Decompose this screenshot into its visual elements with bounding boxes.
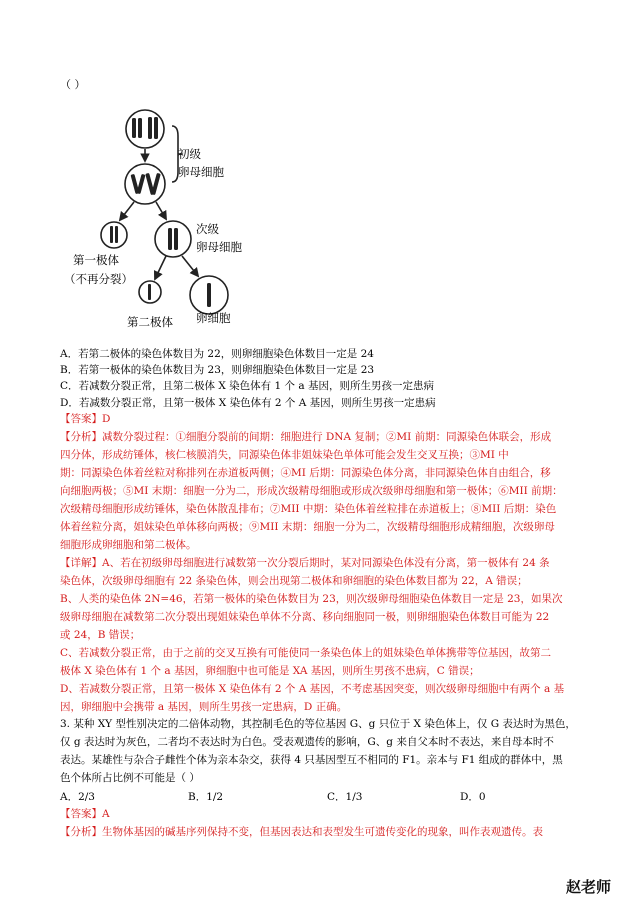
secondary-oocyte-cell	[155, 221, 191, 257]
primary-oocyte-cell-bottom	[125, 164, 165, 204]
option-d: D．若减数分裂正常，且第一极体 X 染色体有 2 个 A 基因，则所生男孩一定患病	[60, 397, 436, 409]
egg-cell-label: 卵细胞	[196, 311, 231, 325]
primary-oocyte-label-2: 卵母细胞	[178, 165, 224, 179]
q3-analysis-line-1: 【分析】生物体基因的碱基序列保持不变，但基因表达和表型发生可遗传变化的现象，叫作表观遗传。表	[60, 826, 543, 838]
q3-option-c: C．1/3	[327, 791, 363, 803]
first-polar-body-cell	[101, 222, 127, 248]
secondary-oocyte-label-2: 卵母细胞	[196, 240, 242, 254]
q3-stem-line-4: 色个体所占比例不可能是（ ）	[60, 772, 200, 784]
explain-line-9: 因，卵细胞中会携带 a 基因，则所生男孩一定患病，D 正确。	[60, 701, 348, 713]
no-divide-label: （不再分裂）	[64, 272, 133, 286]
explain-line-1: 【详解】A、若在初级卵母细胞进行减数第一次分裂后期时，某对同源染色体没有分离，第一极体有 24 条	[60, 557, 550, 569]
explain-line-4: 级卵母细胞在减数第二次分裂出现姐妹染色单体不分离、移向细胞同一极，则卵细胞染色体数目可能为 22	[60, 611, 550, 623]
analysis-line-3: 期：同源染色体着丝粒对称排列在赤道板两侧；④MI 后期：同源染色体分离，非同源染色体自由组合，移	[60, 467, 551, 479]
analysis-line-7: 细胞形成卵细胞和第二极体。	[60, 539, 197, 551]
q3-stem-line-1: 3. 某种 XY 型性别决定的二倍体动物，其控制毛色的等位基因 G、g 只位于 X 染色体上，仅 G 表达时为黑色，	[60, 718, 576, 730]
primary-oocyte-label-1: 初级	[178, 147, 201, 161]
q3-stem-line-3: 表达。某雄性与杂合子雌性个体为亲本杂交，获得 4 只基因型互不相同的 F1。亲本与 F1 组成的群体中，黑	[60, 754, 563, 766]
analysis-line-2: 四分体，形成纺锤体，核仁核膜消失，同源染色体非姐妹染色单体可能会发生交叉互换；③MI 中	[60, 449, 509, 461]
q2-answer: 【答案】D	[60, 413, 111, 425]
answer-bracket: （ ）	[60, 78, 86, 91]
explain-line-7: 极体 X 染色体有 1 个 a 基因，卵细胞中也可能是 XA 基因，则所生男孩不患病，C 错误；	[60, 665, 480, 677]
analysis-line-6: 体着丝粒分离，姐妹染色单体移向两极；⑨MII 末期：细胞一分为二，次级精母细胞形成精细胞，次级卵母	[60, 521, 555, 533]
explain-line-5: 或 24，B 错误；	[60, 629, 141, 641]
option-b: B．若第一极体的染色体数目为 23，则卵细胞染色体数目一定是 23	[60, 364, 375, 376]
analysis-line-1: 【分析】减数分裂过程：①细胞分裂前的间期：细胞进行 DNA 复制；②MI 前期：同源染色体联会，形成	[60, 431, 552, 443]
meiosis-diagram	[60, 102, 320, 336]
q3-option-b: B．1/2	[188, 791, 224, 803]
second-polar-body-label: 第二极体	[127, 315, 173, 329]
explain-line-2: 染色体，次级卵母细胞有 22 条染色体，则会出现第二极体和卵细胞的染色体数目都为 22，A 错误；	[60, 575, 528, 587]
analysis-line-4: 向细胞两极；⑤MI 末期：细胞一分为二，形成次级精母细胞或形成次级卵母细胞和第一极体；⑥MII 前期：	[60, 485, 563, 497]
q3-option-a: A．2/3	[60, 791, 95, 803]
q3-answer: 【答案】A	[60, 808, 110, 820]
option-c: C．若减数分裂正常，且第二极体 X 染色体有 1 个 a 基因，则所生男孩一定患病	[60, 380, 434, 392]
first-polar-body-label: 第一极体	[73, 253, 119, 267]
option-a: A．若第二极体的染色体数目为 22，则卵细胞染色体数目一定是 24	[60, 348, 374, 360]
explain-line-3: B、人类的染色体 2N=46，若第一极体的染色体数目为 23，则次级卵母细胞染色体数目一定是 23，如果次	[60, 593, 563, 605]
secondary-oocyte-label-1: 次级	[196, 222, 219, 236]
explain-line-6: C、若减数分裂正常，由于之前的交叉互换有可能使同一条染色体上的姐妹染色单体携带等位基因，故第二	[60, 647, 552, 659]
q3-option-d: D．0	[460, 791, 486, 803]
watermark-text: 赵老师	[566, 878, 612, 896]
explain-line-8: D、若减数分裂正常，且第一极体 X 染色体有 2 个 A 基因，不考虑基因突变，则次级卵母细胞中有两个 a 基	[60, 683, 565, 695]
q3-stem-line-2: 仅 g 表达时为灰色，二者均不表达时为白色。受表观遗传的影响，G、g 来自父本时不表达，来自母本时不	[60, 736, 554, 748]
analysis-line-5: 次级精母细胞形成纺锤体，染色体散乱排布；⑦MII 中期：染色体着丝粒排在赤道板上；⑧MII 后期：染色	[60, 503, 557, 515]
primary-oocyte-cell-top	[126, 110, 164, 148]
